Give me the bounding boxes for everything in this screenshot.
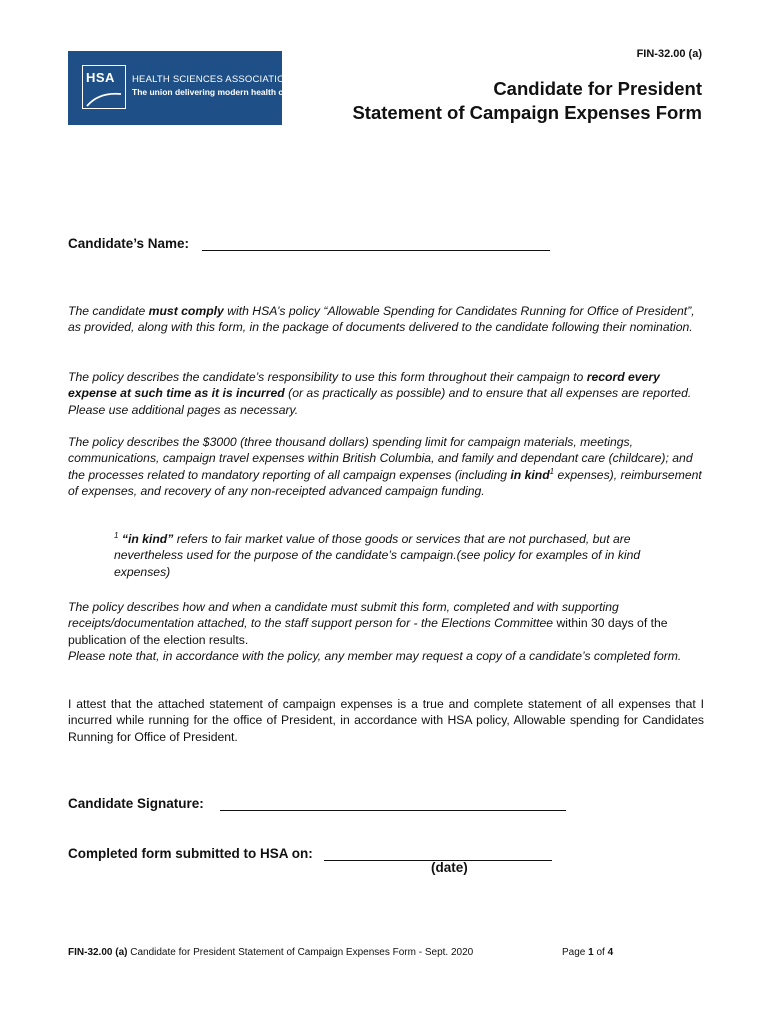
logo-tagline: The union delivering modern health care: [132, 87, 296, 97]
page-footer: [68, 947, 628, 958]
paragraph-spending-limit: The policy describes the $3000 (three thousand dollars) spending limit for campaign materials, meetings, communications, campaign travel expenses within British Columbia, and family and dependant care (childcare); and the processes related to mandatory reporting of all campaign expenses (including in kind$^1$ expenses), reimbursement of expenses, and recovery of any non-receipted advanced campaign funding.: [68, 435, 702, 499]
paragraph-record: The policy describes the candidate’s responsibility to use this form throughout their campaign to record every expense at such time as it is incurred (or as practically as possible) and to ensure that all expenses are reported. Please use additional pages as necessary.: [68, 370, 692, 417]
footnote-term: “in kind”: [121, 532, 174, 546]
footnote-in-kind: $^1$ “in kind” refers to fair market value of those goods or services that are not purchased, but are nevertheless used for the purpose of the candidate’s campaign.(see policy for examples of in kind expenses): [114, 530, 641, 579]
candidate-name-field[interactable]: [202, 234, 550, 251]
paragraph-comply: The candidate must comply with HSA’s policy “Allowable Spending for Candidates Running for Office of President”, as provided, along with this form, in the package of documents delivered to the candidate following their nomination.: [68, 304, 695, 335]
logo-arc-icon: [85, 88, 123, 108]
must-comply-emphasis: must comply: [148, 304, 224, 318]
submission-date-field[interactable]: [324, 844, 552, 861]
submission-date-label: Completed form submitted to HSA on:: [68, 846, 313, 861]
date-caption: (date): [431, 860, 468, 875]
title-line-1: Candidate for President: [493, 78, 702, 99]
logo-name: HEALTH SCIENCES ASSOCIATION: [132, 74, 292, 85]
candidate-name-row: [68, 234, 550, 251]
hsa-logo: [68, 51, 296, 125]
footer-text: Candidate for President Statement of Campaign Expenses Form - Sept. 2020: [127, 947, 474, 958]
member-request-note: Please note that, in accordance with the policy, any member may request a copy of a candidate’s completed form.: [68, 649, 682, 664]
logo-abbr: HSA: [86, 70, 115, 85]
in-kind-emphasis: in kind: [510, 467, 550, 482]
footnote-number: 1: [114, 530, 119, 540]
candidate-name-label: Candidate’s Name:: [68, 236, 190, 251]
record-expense-emphasis: record every expense at such time as it is incurred: [68, 370, 660, 401]
signature-row: [68, 794, 566, 811]
title-line-2: Statement of Campaign Expenses Form: [352, 102, 702, 123]
submission-date-row: [68, 844, 552, 861]
footer-form-code: FIN-32.00 (a): [68, 947, 128, 958]
signature-field[interactable]: [220, 794, 566, 811]
page-number: Page 1 of 4: [562, 947, 614, 958]
attestation-paragraph: I attest that the attached statement of campaign expenses is a true and complete statement of all expenses that I incurred while running for the office of President, in accordance with HSA policy, Allowable spending for Candidates Running for Office of President.: [68, 697, 704, 744]
page-title: [300, 77, 702, 125]
signature-label: Candidate Signature:: [68, 796, 204, 811]
paragraph-submission: The policy describes how and when a candidate must submit this form, completed and with supporting receipts/documentation attached, to the staff support person for - the Elections Committee within 30 days of the publication of the election results. Please note that, in accordance with the policy, any member may request a copy of a candidate’s completed form.: [68, 600, 682, 664]
hsa-logo-mark: [82, 65, 126, 109]
footnote-ref: 1: [549, 466, 555, 476]
form-code: FIN-32.00 (a): [636, 48, 702, 60]
